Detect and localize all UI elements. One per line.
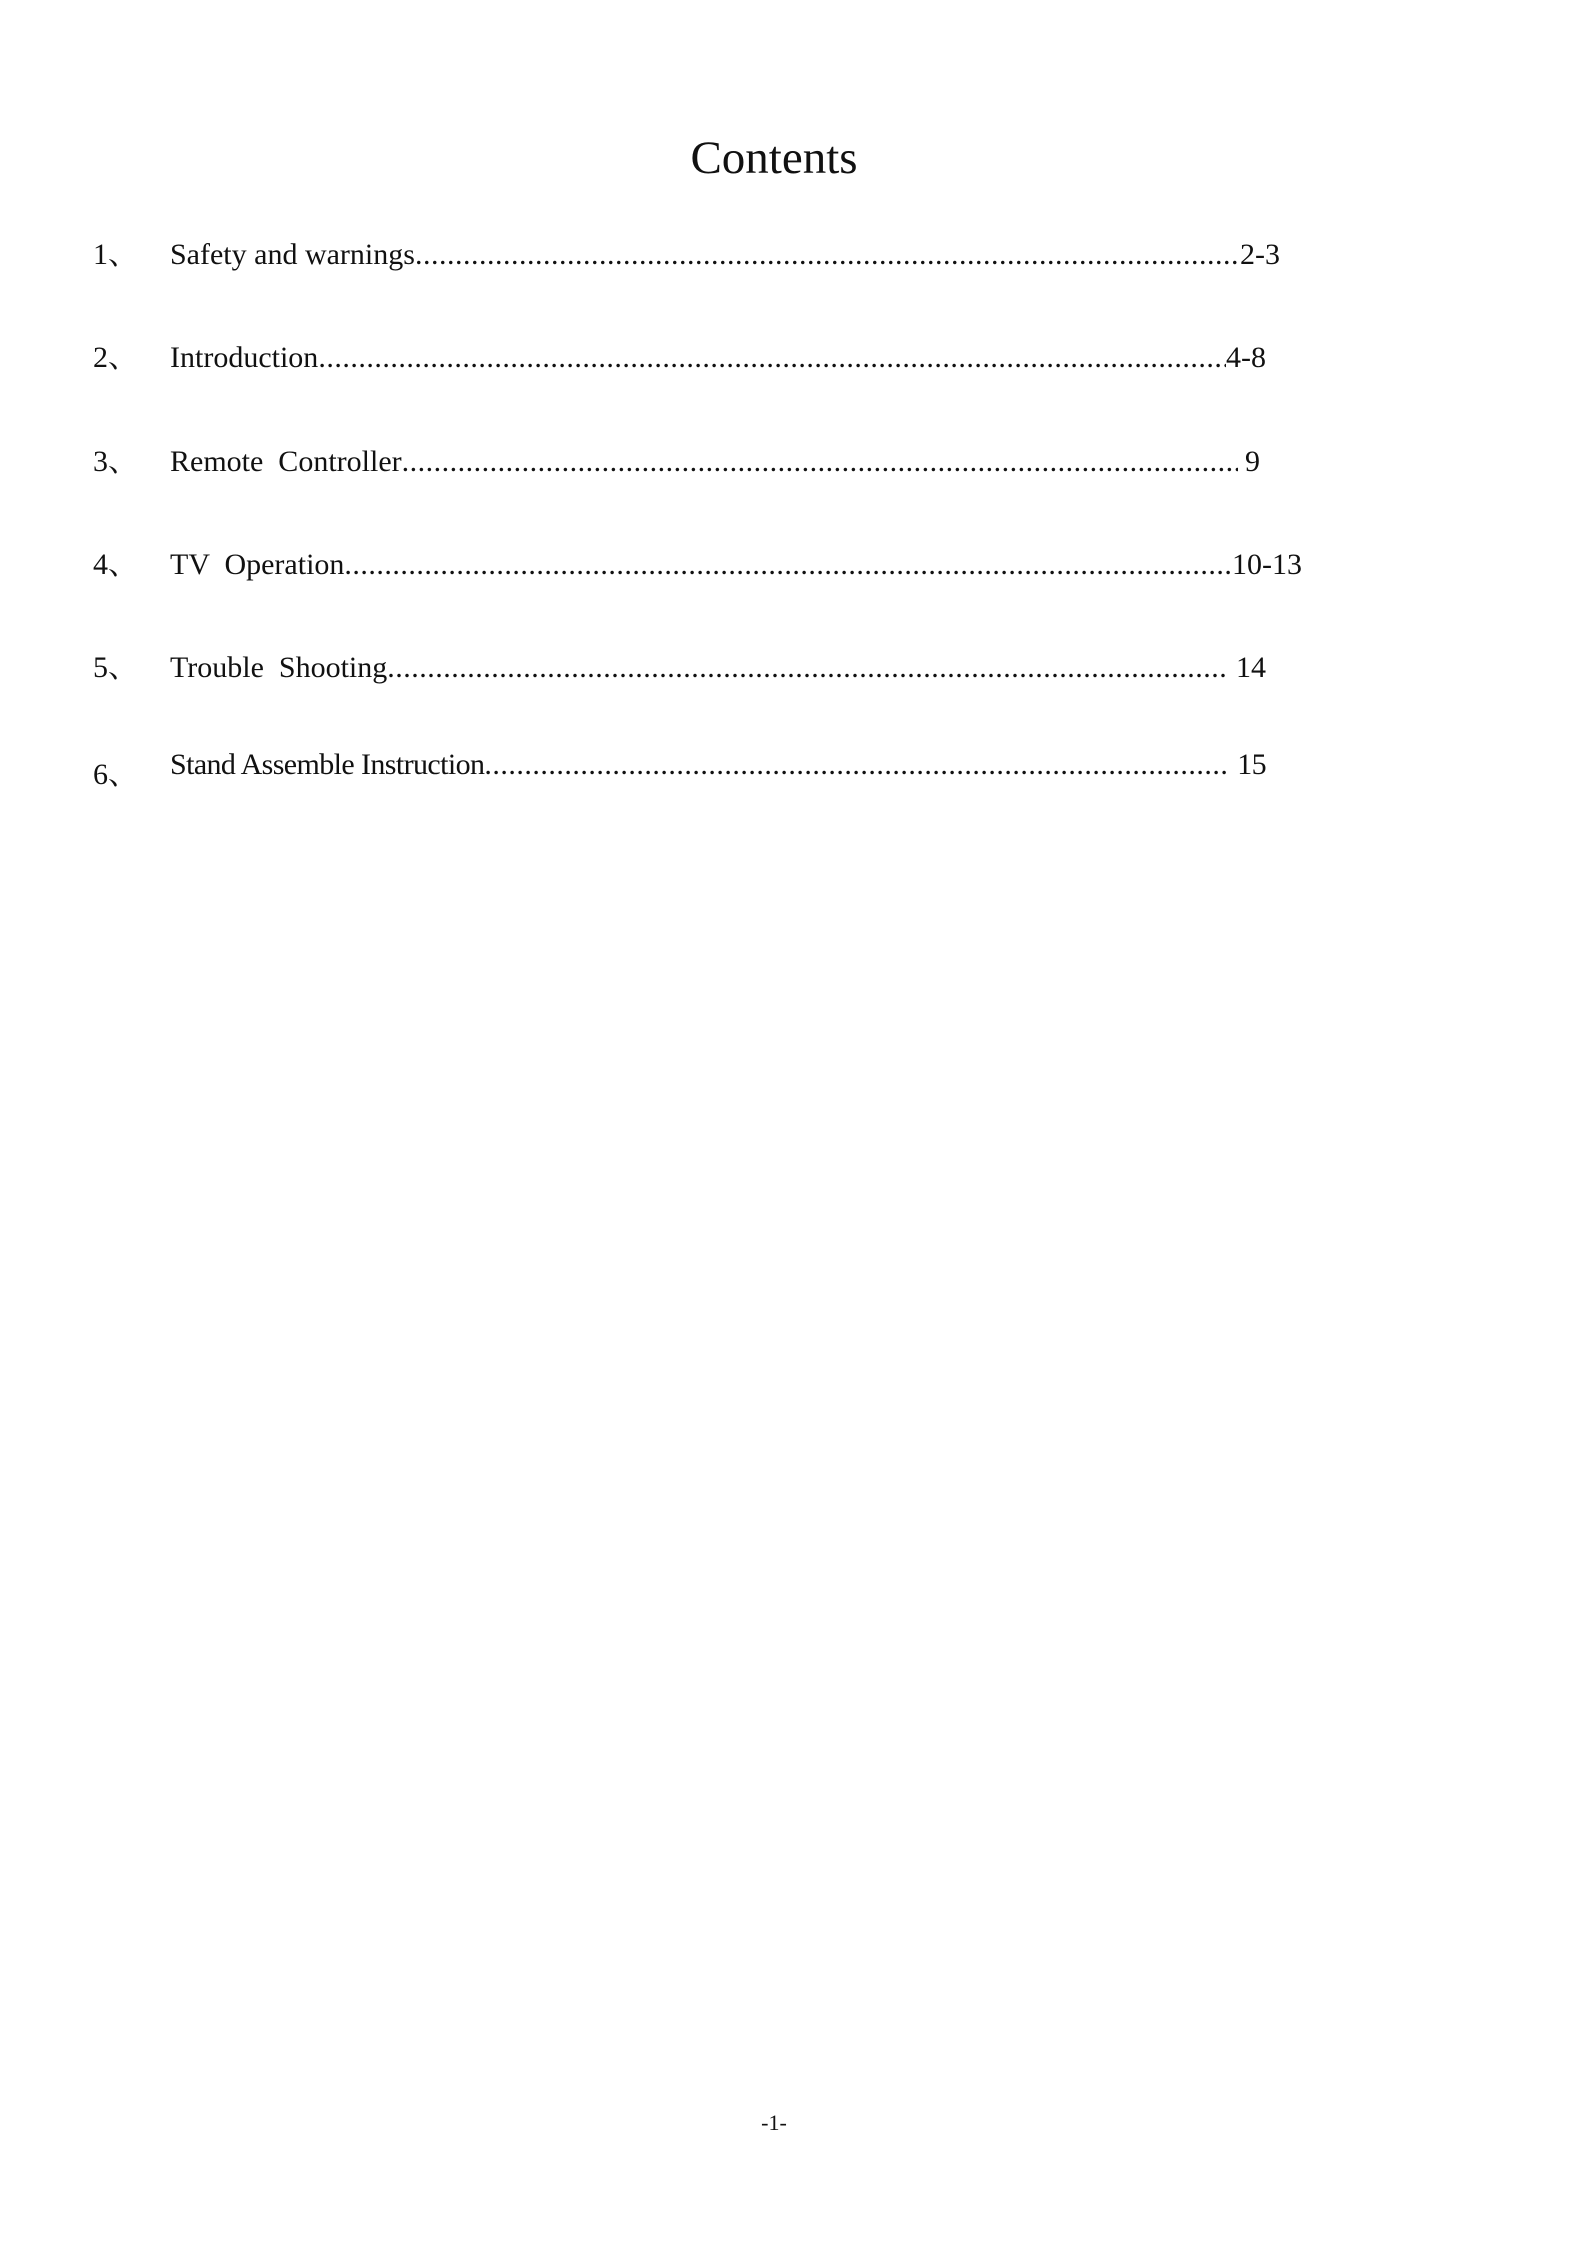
toc-dot-leader	[415, 235, 1240, 275]
toc-entry-number: 1、	[93, 238, 138, 271]
toc-entry-title: Introduction	[170, 341, 319, 374]
toc-entry-line	[170, 442, 1260, 482]
toc-entry-page: 14	[1228, 651, 1266, 684]
page-number-footer: -1-	[761, 2110, 787, 2135]
page-title: Contents	[690, 132, 858, 184]
toc-dot-leader	[484, 745, 1230, 785]
toc-dot-leader	[402, 442, 1238, 482]
toc-entry-line	[170, 338, 1266, 378]
toc-entry-number: 2、	[93, 341, 138, 374]
toc-entry-line	[170, 545, 1302, 585]
toc-entry-title: Trouble Shooting	[170, 651, 388, 684]
toc-entry-number: 6、	[93, 758, 138, 791]
toc-dot-leader	[387, 648, 1228, 688]
toc-entry-page: 9	[1237, 445, 1260, 478]
toc-entry-line	[170, 648, 1266, 688]
toc-entry-number: 4、	[93, 548, 138, 581]
toc-entry-title: Safety and warnings	[170, 238, 415, 271]
toc-entry-number: 3、	[93, 445, 138, 478]
toc-dot-leader	[318, 338, 1226, 378]
toc-entry-line	[170, 745, 1266, 785]
toc-entry-title: Stand Assemble Instruction	[170, 748, 485, 781]
toc-entry-number: 5、	[93, 651, 138, 684]
toc-entry-page: 10-13	[1232, 548, 1302, 581]
toc-dot-leader	[344, 545, 1232, 585]
toc-entry-title: TV Operation	[170, 548, 345, 581]
toc-entry-page: 2-3	[1240, 238, 1280, 271]
toc-entry-page: 4-8	[1226, 341, 1266, 374]
toc-entry-page: 15	[1230, 748, 1266, 781]
toc-entry-line	[170, 235, 1280, 275]
toc-entry-title: Remote Controller	[170, 445, 402, 478]
